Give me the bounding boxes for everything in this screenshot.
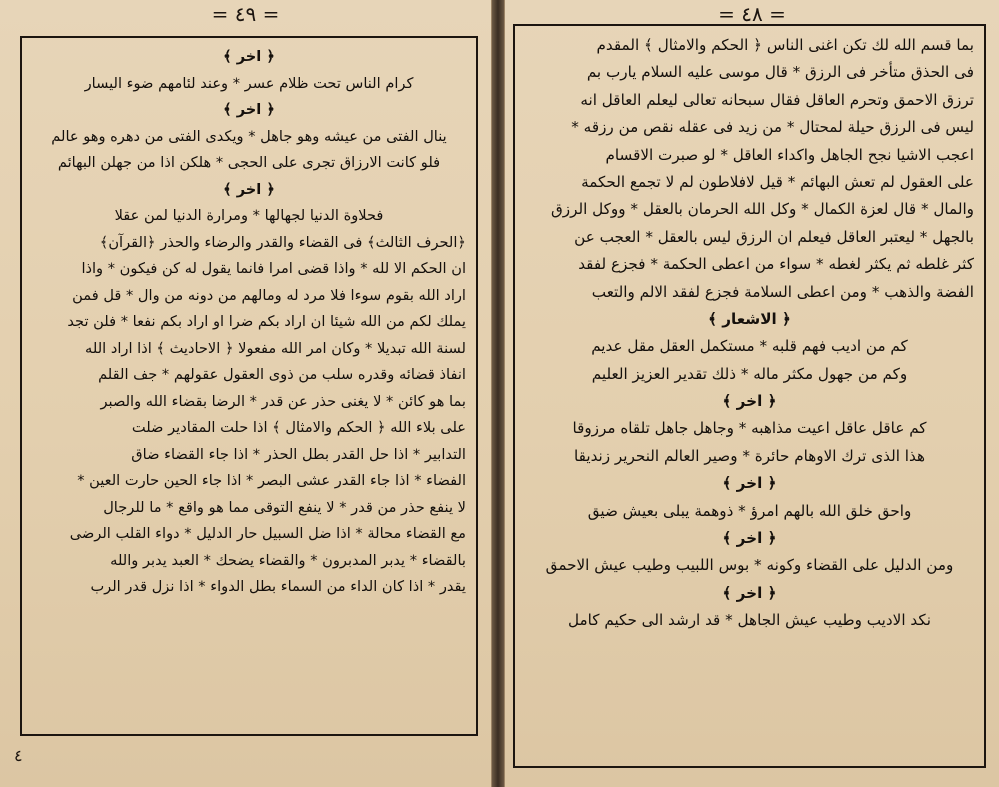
text-line: يقدر * اذا كان الداء من السماء بطل الدواء * اذا نزل قدر الرب xyxy=(90,578,466,595)
left-page-text xyxy=(32,44,466,728)
section-heading: ﴿ اخر ﴾ xyxy=(223,48,275,65)
text-line: اعجب الاشيا نجح الجاهل واكداء العاقل * لو صبرت الاقسام xyxy=(605,145,974,164)
text-line: التدابير * اذا حل القدر بطل الحذر * اذا جاء القضاء ضاق xyxy=(131,445,466,463)
text-line: كرام الناس تحت ظلام عسر * وعند لئامهم ضوء اليسار xyxy=(84,74,414,92)
left-page xyxy=(0,0,492,787)
text-line: اراد الله بقوم سوءا فلا مرد له ومالهم من دونه من وال * قل فمن xyxy=(72,286,466,304)
right-page xyxy=(504,0,999,787)
text-line: لسنة الله تبديلا * وكان امر الله مفعولا ﴿ الاحاديث ﴾ اذا اراد الله xyxy=(85,339,466,357)
text-line: نكد الاديب وطيب عيش الجاهل * قد ارشد الى حكيم كامل xyxy=(568,611,931,630)
text-line: لا ينفع حذر من قدر * لا ينفع التوقى مما هو واقع * ما للرجال xyxy=(103,498,466,516)
text-line: الفضة والذهب * ومن اعطى السلامة فجزع لفقد الالم والتعب xyxy=(591,282,974,301)
section-heading: ﴿ اخر ﴾ xyxy=(722,474,777,493)
text-line: واحق خلق الله بالهم امرؤ * ذوهمة يبلى بعيش ضيق xyxy=(587,501,912,520)
text-line: بالقضاء * يدبر المدبرون * والقضاء يضحك * العبد يدبر والله xyxy=(110,551,466,569)
section-heading: ﴿ اخر ﴾ xyxy=(223,180,275,198)
section-heading: ﴿ اخر ﴾ xyxy=(223,101,275,118)
text-line: كم عاقل عاقل اعيت مذاهبه * وجاهل جاهل تلقاه مرزوقا xyxy=(572,419,927,438)
text-line: ينال الفتى من عيشه وهو جاهل * ويكدى الفتى من دهره وهو عالم xyxy=(51,127,447,145)
text-line: الفضاء * اذا جاء القدر عشى البصر * اذا جاء الحين حارت العين * xyxy=(77,472,466,489)
text-line: ﴿الحرف الثالث﴾ فى القضاء والقدر والرضاء والحذر ﴿القرآن﴾ xyxy=(99,233,466,251)
text-frame-right xyxy=(513,24,986,768)
section-heading: ﴿ اخر ﴾ xyxy=(722,392,777,411)
text-line: فلو كانت الارزاق تجرى على الحجى * هلكن اذا من جهلن البهائم xyxy=(57,154,441,171)
text-line: بالجهل * ليعتبر العاقل فيعلم ان الرزق ليس بالعقل * العجب عن xyxy=(574,227,974,246)
text-line: وكم من جهول مكثر ماله * ذلك تقدير العزيز العليم xyxy=(591,364,908,383)
text-line: على بلاء الله ﴿ الحكم والامثال ﴾ اذا حلت المقادير ضلت xyxy=(131,419,466,436)
text-line: بما هو كائن * لا يغنى حذر عن قدر * الرضا بقضاء الله والصبر xyxy=(100,392,466,410)
text-line: كثر غلطه ثم يكثر لغطه * سواء من اعطى الحكمة * فجزع لفقد xyxy=(578,255,974,274)
section-heading: ﴿ الاشعار ﴾ xyxy=(708,309,791,328)
text-line: هذا الذى ترك الاوهام حائرة * وصير العالم النحرير زنديقا xyxy=(574,446,925,465)
text-line: بما قسم الله لك تكن اغنى الناس ﴿ الحكم والامثال ﴾ المقدم xyxy=(596,36,974,54)
text-line: على العقول لم تعش البهائم * قيل لافلاطون لم لا تجمع الحكمة xyxy=(581,172,974,191)
text-line: يملك لكم من الله شيئا ان اراد بكم ضرا او اراد بكم نفعا * فلن تجد xyxy=(67,313,466,330)
section-heading: ﴿ اخر ﴾ xyxy=(722,529,777,548)
text-line: مع القضاء محالة * اذا ضل السبيل حار الدليل * دواء القلب الرضى xyxy=(69,525,466,542)
text-frame-left xyxy=(20,36,478,736)
page-number-left: = ٤٩ = xyxy=(211,2,280,26)
text-line: ومن الدليل على القضاء وكونه * بوس اللبيب وطيب عيش الاحمق xyxy=(545,556,954,575)
text-line: ان الحكم الا لله * واذا قضى امرا فانما يقول له كن فيكون * واذا xyxy=(81,260,466,277)
page-number-right: = ٤٨ = xyxy=(718,2,786,26)
text-line: ليس فى الرزق حيلة لمحتال * من زيد فى عقله نقص من رزقه * xyxy=(571,118,974,137)
text-line: فى الحذق متأخر فى الرزق * قال موسى عليه السلام يارب بم xyxy=(586,63,974,82)
text-line: انفاذ قضائه وقدره سلب من ذوى العقول عقولهم * جف القلم xyxy=(98,366,466,383)
text-line: فحلاوة الدنيا لجهالها * ومرارة الدنيا لمن عقلا xyxy=(114,207,384,224)
right-page-text xyxy=(525,32,974,760)
text-line: ترزق الاحمق وتحرم العاقل فقال سبحانه تعالى ليعلم العاقل انه xyxy=(580,90,974,109)
section-heading: ﴿ اخر ﴾ xyxy=(722,583,777,602)
book-gutter xyxy=(492,0,504,787)
text-line: والمال * قال لعزة الكمال * وكل الله الحرمان بالعقل * ووكل الرزق xyxy=(551,200,974,219)
corner-number: ٤ xyxy=(14,746,23,765)
text-line: كم من اديب فهم قلبه * مستكمل العقل مقل عديم xyxy=(591,337,908,356)
